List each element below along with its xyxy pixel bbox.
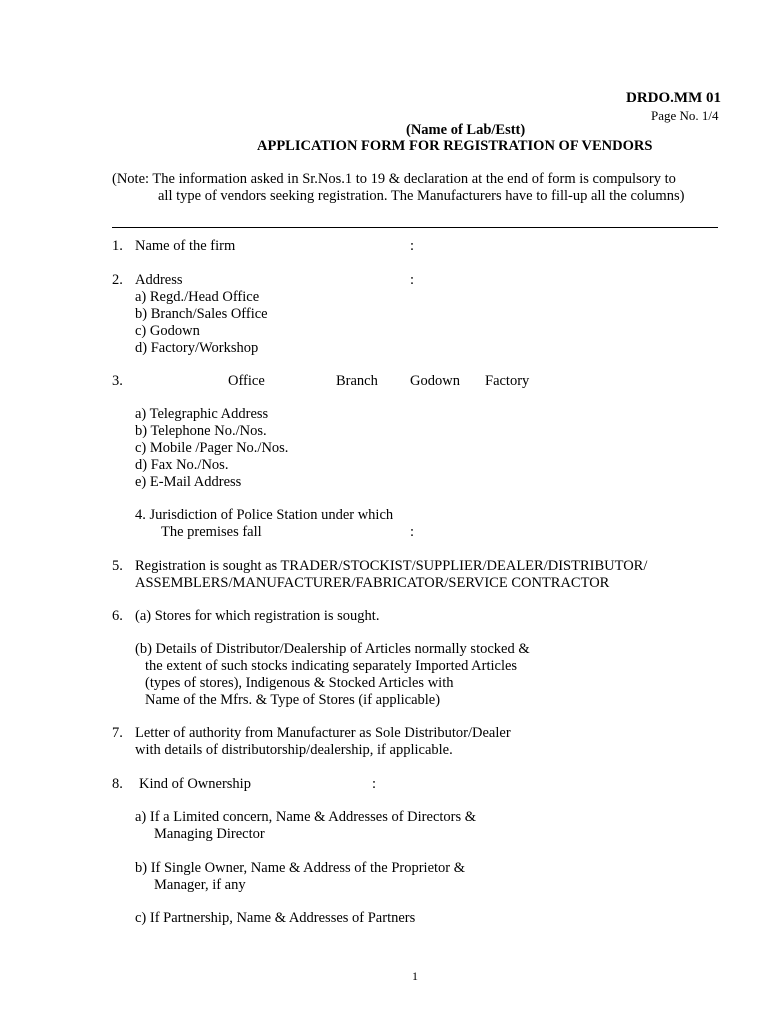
item-1-label: Name of the firm bbox=[135, 238, 236, 254]
contact-sub-item: a) Telegraphic Address bbox=[135, 406, 269, 422]
item-8b-line-1: b) If Single Owner, Name & Address of the Proprietor & bbox=[135, 860, 466, 876]
address-sub-item: a) Regd./Head Office bbox=[135, 289, 260, 305]
item-8c-line-1: c) If Partnership, Name & Addresses of Partners bbox=[135, 910, 416, 926]
column-header-office: Office bbox=[228, 373, 265, 389]
item-6b-line: (types of stores), Indigenous & Stocked Articles with bbox=[145, 675, 454, 691]
address-sub-item: d) Factory/Workshop bbox=[135, 340, 259, 356]
page-number-label: Page No. 1/4 bbox=[651, 108, 719, 123]
item-6b-line: Name of the Mfrs. & Type of Stores (if applicable) bbox=[145, 692, 441, 708]
footer-page-number: 1 bbox=[412, 969, 418, 983]
item-8-colon: : bbox=[372, 776, 377, 792]
item-8b-line-2: Manager, if any bbox=[154, 877, 246, 893]
item-3-number: 3. bbox=[112, 373, 123, 389]
item-6b-line: (b) Details of Distributor/Dealership of Articles normally stocked & bbox=[135, 641, 530, 657]
doc-code: DRDO.MM 01 bbox=[626, 90, 721, 106]
item-7-line-1: Letter of authority from Manufacturer as Sole Distributor/Dealer bbox=[135, 725, 511, 741]
item-2-number: 2. bbox=[112, 272, 123, 288]
item-2-label: Address bbox=[135, 272, 183, 288]
item-1-number: 1. bbox=[112, 238, 123, 254]
item-4-line-2: The premises fall bbox=[161, 524, 262, 540]
contact-sub-item: c) Mobile /Pager No./Nos. bbox=[135, 440, 289, 456]
lab-name: (Name of Lab/Estt) bbox=[406, 122, 526, 138]
item-5-line-1: Registration is sought as TRADER/STOCKIST/SUPPLIER/DEALER/DISTRIBUTOR/ bbox=[135, 558, 648, 574]
item-4-colon: : bbox=[410, 524, 415, 540]
item-5-line-2: ASSEMBLERS/MANUFACTURER/FABRICATOR/SERVICE CONTRACTOR bbox=[135, 575, 610, 591]
column-header-branch: Branch bbox=[336, 373, 378, 389]
item-2-colon: : bbox=[410, 272, 415, 288]
contact-sub-item: b) Telephone No./Nos. bbox=[135, 423, 267, 439]
item-4-line-1: 4. Jurisdiction of Police Station under which bbox=[135, 507, 394, 523]
horizontal-rule bbox=[112, 227, 718, 228]
item-6a: (a) Stores for which registration is sought. bbox=[135, 608, 380, 624]
item-8-label: Kind of Ownership bbox=[139, 776, 251, 792]
address-sub-item: c) Godown bbox=[135, 323, 200, 339]
item-8a-line-1: a) If a Limited concern, Name & Addresses of Directors & bbox=[135, 809, 477, 825]
item-8a-line-2: Managing Director bbox=[154, 826, 265, 842]
form-title: APPLICATION FORM FOR REGISTRATION OF VENDORS bbox=[257, 138, 653, 154]
column-header-factory: Factory bbox=[485, 373, 530, 389]
contact-sub-item: d) Fax No./Nos. bbox=[135, 457, 229, 473]
item-7-number: 7. bbox=[112, 725, 123, 741]
item-7-line-2: with details of distributorship/dealership, if applicable. bbox=[135, 742, 453, 758]
note-line-1: (Note: The information asked in Sr.Nos.1 to 19 & declaration at the end of form is compulsory to bbox=[112, 171, 676, 187]
contact-sub-item: e) E-Mail Address bbox=[135, 474, 242, 490]
item-8-number: 8. bbox=[112, 776, 123, 792]
note-line-2: all type of vendors seeking registration. The Manufacturers have to fill-up all the columns) bbox=[158, 188, 685, 204]
item-5-number: 5. bbox=[112, 558, 123, 574]
item-6b-line: the extent of such stocks indicating separately Imported Articles bbox=[145, 658, 518, 674]
column-header-godown: Godown bbox=[410, 373, 460, 389]
item-6-number: 6. bbox=[112, 608, 123, 624]
address-sub-item: b) Branch/Sales Office bbox=[135, 306, 268, 322]
item-1-colon: : bbox=[410, 238, 415, 254]
